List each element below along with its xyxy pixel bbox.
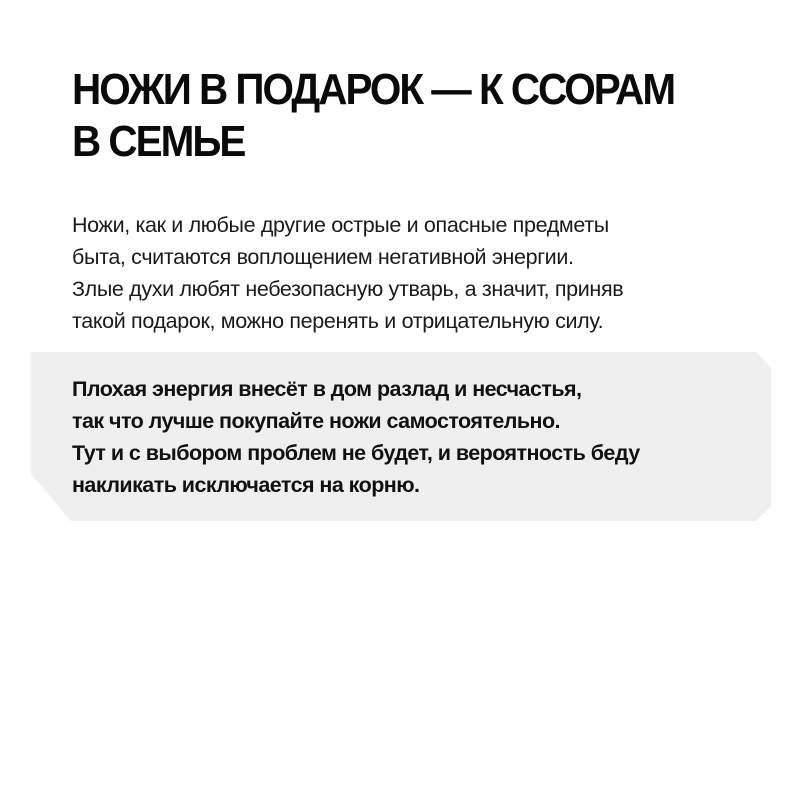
body-line: такой подарок, можно перенять и отрицательную силу. [72,309,604,333]
title-line: НОЖИ В ПОДАРОК — К ССОРАМ [72,65,675,114]
callout-line: Тут и с выбором проблем не будет, и вероятность беду [72,441,640,465]
callout-line: накликать исключается на корню. [72,473,420,497]
title-line: В СЕМЬЕ [72,117,245,166]
body-line: быта, считаются воплощением негативной энергии. [72,245,574,269]
page-title [72,64,698,168]
callout-line: Плохая энергия внесёт в дом разлад и несчастья, [72,377,582,401]
body-line: Ножи, как и любые другие острые и опасные предметы [72,213,609,237]
body-paragraph [72,209,732,337]
body-line: Злые духи любят небезопасную утварь, а значит, приняв [72,277,624,301]
callout-line: так что лучше покупайте ножи самостоятельно. [72,409,560,433]
callout-text [72,373,732,501]
